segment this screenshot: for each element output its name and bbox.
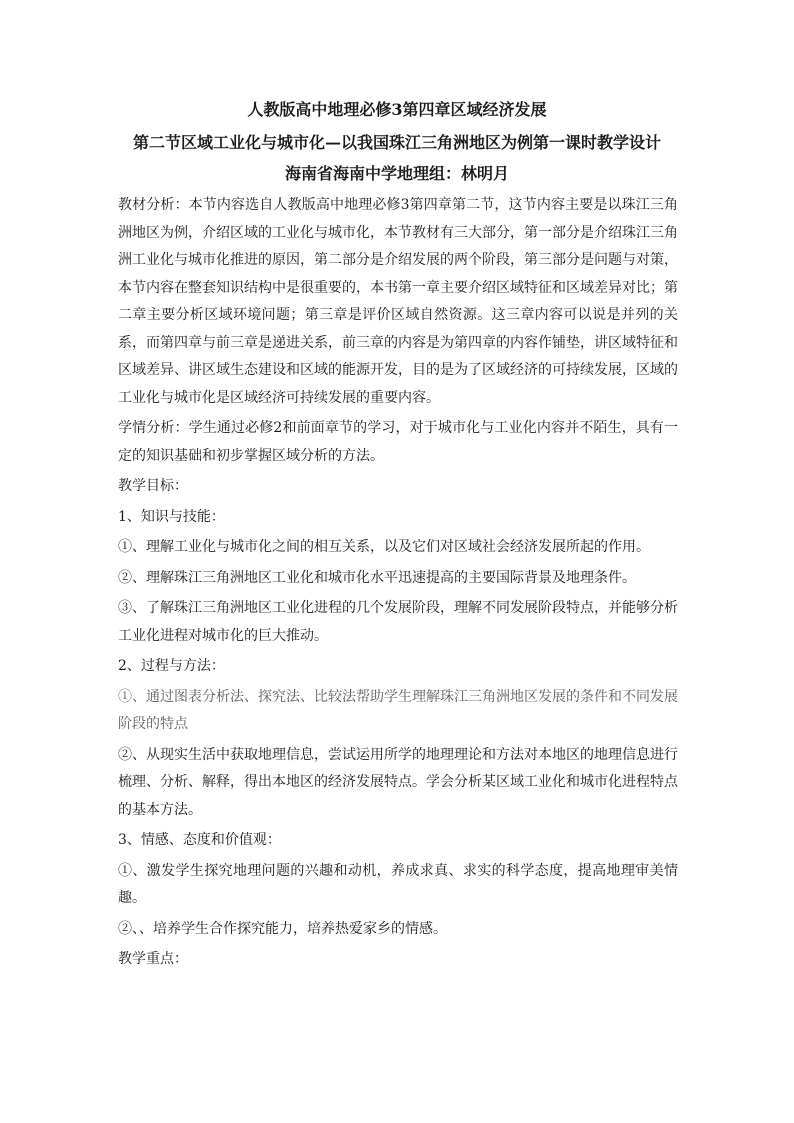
emotion-attitude-heading: 3、情感、态度和价值观： <box>118 832 281 848</box>
lesson-title: 第二节区域工业化与城市化—以我国珠江三角洲地区为例第一课时教学设计 <box>132 133 661 152</box>
process-item-1: ①、通过图表分析法、探究法、比较法帮助学生理解珠江三角洲地区发展的条件和不同发展阶段的特点 <box>118 688 678 732</box>
textbook-analysis-paragraph: 教材分析：本节内容选自人教版高中地理必修3第四章第二节，这节内容主要是以珠江三角洲地区为例，介绍区域的工业化与城市化，本节教材有三大部分，第一部分是介绍珠江三角洲工业化与城市化推进的原因，第二部分是介绍发展的两个阶段，第三部分是问题与对策，本节内容在整套知识结构中是很重要的，本书第一章主要介绍区域特征和区域差异对比；第二章主要分析区域环境问题；第三章是评价区域自然资源。这三章内容可以说是并列的关系，而第四章与前三章是递进关系，前三章的内容是为第四章的内容作铺垫，讲区域特征和区域差异、讲区域生态建设和区域的能源开发，目的是为了区域经济的可持续发展，区域的工业化与城市化是区域经济可持续发展的重要内容。 <box>118 197 678 406</box>
student-analysis-paragraph: 学情分析：学生通过必修2和前面章节的学习，对于城市化与工业化内容并不陌生，具有一定的知识基础和初步掌握区域分析的方法。 <box>118 420 678 464</box>
knowledge-item-1: ①、理解工业化与城市化之间的相互关系，以及它们对区域社会经济发展所起的作用。 <box>118 539 650 555</box>
emotion-item-2: ②、、培养学生合作探究能力，培养热爱家乡的情感。 <box>118 920 447 937</box>
knowledge-item-2: ②、理解珠江三角洲地区工业化和城市化水平迅速提高的主要国际背景及地理条件。 <box>118 569 636 586</box>
teaching-focus-heading: 教学重点： <box>118 951 188 967</box>
author-line: 海南省海南中学地理组：林明月 <box>284 164 509 183</box>
knowledge-skills-heading: 1、知识与技能： <box>118 508 225 525</box>
emotion-item-1: ①、激发学生探究地理问题的兴趣和动机，养成求真、求实的科学态度，提高地理审美情趣。 <box>118 862 678 906</box>
document-title: 人教版高中地理必修3第四章区域经济发展 <box>247 100 547 119</box>
process-method-heading: 2、过程与方法： <box>118 658 225 674</box>
knowledge-item-3: ③、了解珠江三角洲地区工业化进程的几个发展阶段，理解不同发展阶段特点，并能够分析工业化进程对城市化的巨大推动。 <box>118 600 678 644</box>
teaching-goals-heading: 教学目标： <box>118 478 188 494</box>
document-body <box>118 192 678 977</box>
process-item-2: ②、从现实生活中获取地理信息，尝试运用所学的地理理论和方法对本地区的地理信息进行梳理、分析、解释，得出本地区的经济发展特点。学会分析某区域工业化和城市化进程特点的基本方法。 <box>118 746 678 818</box>
